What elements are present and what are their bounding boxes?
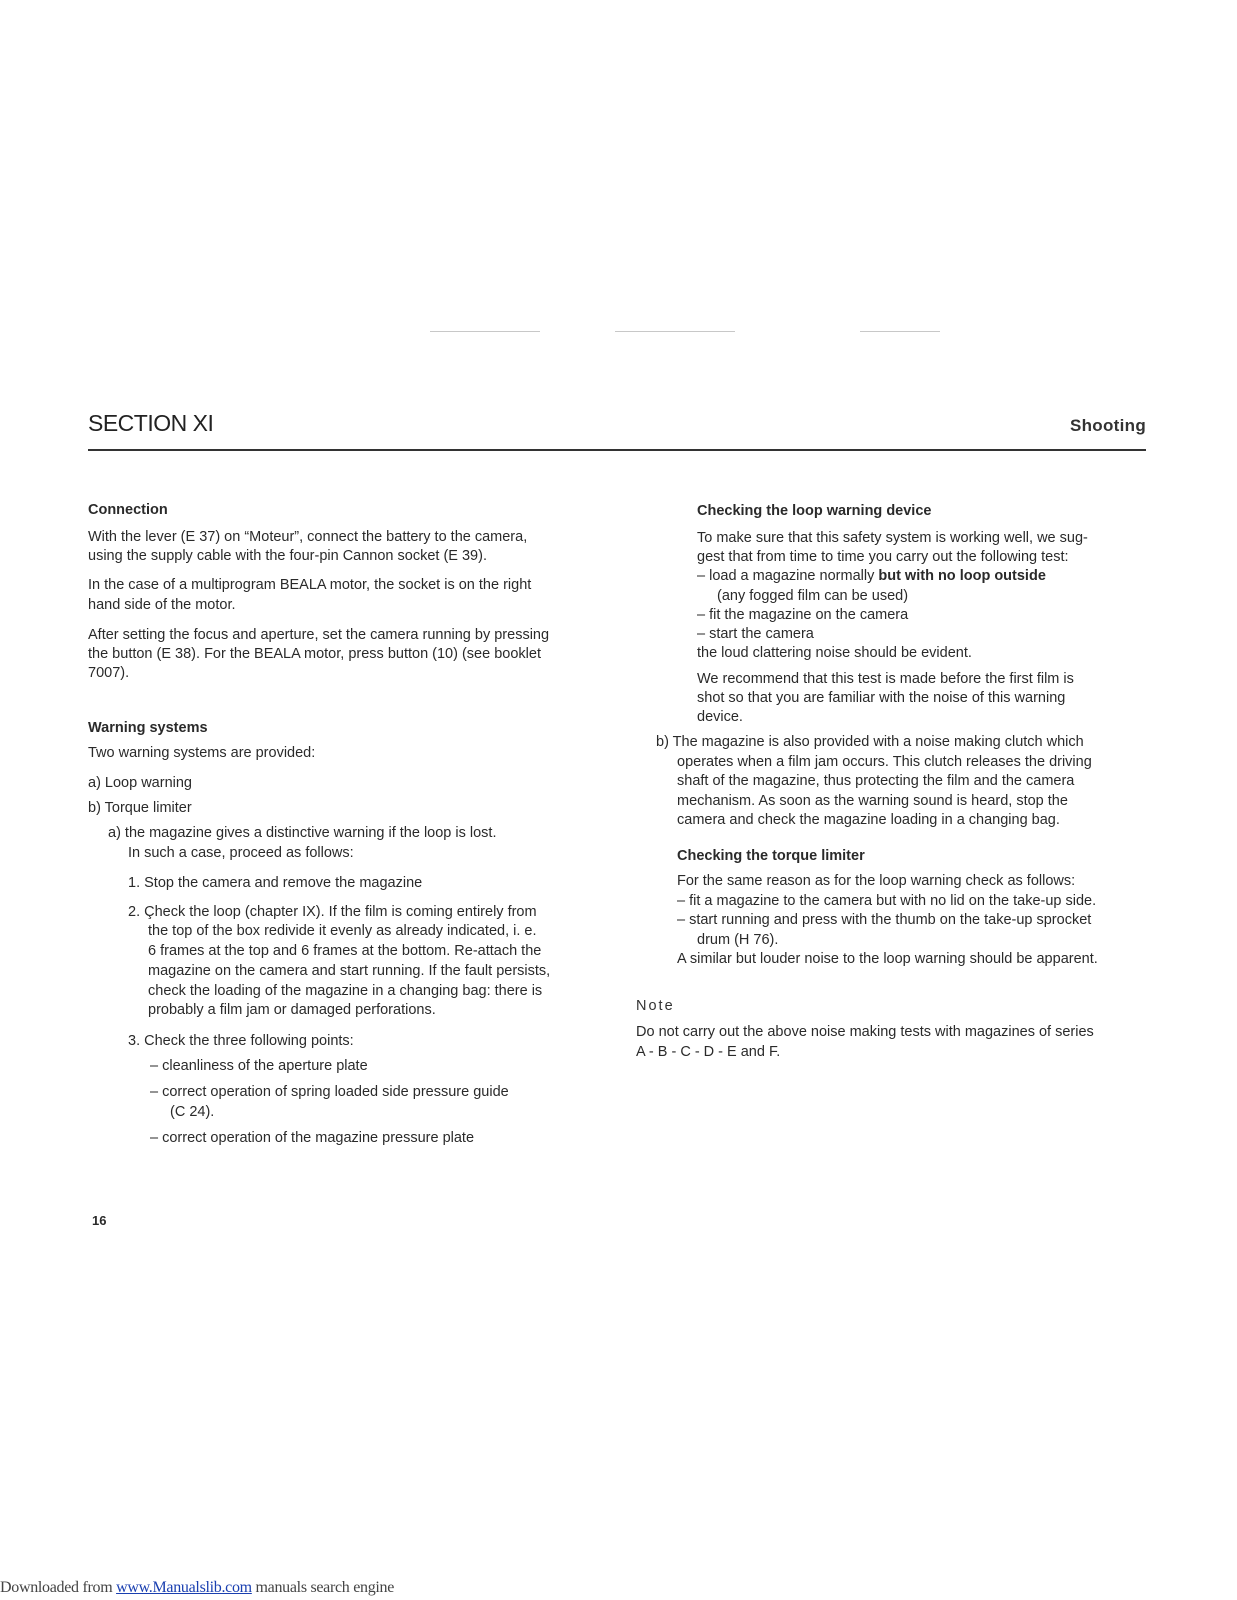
step-item-text: check the loading of the magazine in a changing bag: there is bbox=[148, 983, 543, 999]
note-text: Do not carry out the above noise making tests with magazines of series bbox=[636, 1024, 1094, 1040]
connection-text: After setting the focus and aperture, set the camera running by pressing bbox=[88, 627, 550, 643]
connection-heading: Connection bbox=[88, 502, 168, 518]
torque-limiter-text: shaft of the magazine, thus protecting the film and the camera bbox=[677, 773, 1075, 789]
connection-text: hand side of the motor. bbox=[88, 597, 236, 613]
connection-text: With the lever (E 37) on “Moteur”, connect the battery to the camera, bbox=[88, 529, 528, 545]
torque-limiter-text: b) The magazine is also provided with a noise making clutch which bbox=[656, 734, 1084, 750]
connection-text: using the supply cable with the four-pin Cannon socket (E 39). bbox=[88, 548, 487, 564]
note-heading: Note bbox=[636, 998, 675, 1014]
section-title: SECTION XI bbox=[88, 410, 214, 436]
footer-suffix: manuals search engine bbox=[251, 1579, 395, 1596]
loop-test-item: – fit the magazine on the camera bbox=[697, 607, 909, 623]
scan-artifact bbox=[430, 331, 540, 332]
check-point: – correct operation of the magazine pressure plate bbox=[150, 1130, 475, 1146]
warning-heading: Warning systems bbox=[88, 720, 208, 736]
loop-check-text: We recommend that this test is made before the first film is bbox=[697, 671, 1074, 687]
torque-limiter-text: camera and check the magazine loading in a changing bag. bbox=[677, 812, 1060, 828]
loop-test-item: – start the camera bbox=[697, 626, 814, 642]
footer-link[interactable]: www.Manualslib.com bbox=[116, 1579, 252, 1596]
step-item: 1. Stop the camera and remove the magazine bbox=[128, 875, 423, 891]
check-point: – correct operation of spring loaded side pressure guide bbox=[150, 1084, 509, 1100]
loop-test-result: the loud clattering noise should be evident. bbox=[697, 645, 972, 661]
loop-warning-text: a) the magazine gives a distinctive warning if the loop is lost. bbox=[108, 825, 497, 841]
loop-check-text: To make sure that this safety system is working well, we sug- bbox=[697, 530, 1088, 546]
torque-test-item-text: drum (H 76). bbox=[697, 932, 779, 948]
header-rule bbox=[88, 449, 1146, 451]
page-number: 16 bbox=[92, 1213, 107, 1228]
connection-text: 7007). bbox=[88, 665, 130, 681]
check-point: – cleanliness of the aperture plate bbox=[150, 1058, 368, 1074]
torque-check-text: For the same reason as for the loop warning check as follows: bbox=[677, 873, 1076, 889]
step-item-text: magazine on the camera and start running. If the fault persists, bbox=[148, 963, 551, 979]
loop-warning-text: In such a case, proceed as follows: bbox=[128, 845, 354, 861]
connection-text: the button (E 38). For the BEALA motor, press button (10) (see booklet bbox=[88, 646, 541, 662]
connection-text: In the case of a multiprogram BEALA motor, the socket is on the right bbox=[88, 577, 532, 593]
torque-limiter-text: mechanism. As soon as the warning sound is heard, stop the bbox=[677, 793, 1068, 809]
loop-test-item bbox=[697, 566, 1046, 586]
step-item: 2. Çheck the loop (chapter IX). If the film is coming entirely from bbox=[128, 904, 537, 920]
torque-test-result: A similar but louder noise to the loop warning should be apparent. bbox=[677, 951, 1098, 967]
footer bbox=[0, 1579, 394, 1597]
loop-check-text: gest that from time to time you carry out the following test: bbox=[697, 549, 1069, 565]
warning-list-item: a) Loop warning bbox=[88, 775, 192, 791]
scan-artifact bbox=[860, 331, 940, 332]
torque-test-item: – fit a magazine to the camera but with no lid on the take-up side. bbox=[677, 893, 1097, 909]
section-name: Shooting bbox=[1069, 416, 1146, 435]
loop-test-item-text: (any fogged film can be used) bbox=[717, 588, 909, 604]
loop-check-text: shot so that you are familiar with the noise of this warning bbox=[697, 690, 1066, 706]
loop-test-item-emphasis: but with no loop outside bbox=[878, 568, 1046, 584]
loop-check-text: device. bbox=[697, 709, 743, 725]
step-item: 3. Check the three following points: bbox=[128, 1033, 354, 1049]
warning-list-item: b) Torque limiter bbox=[88, 800, 192, 816]
step-item-text: 6 frames at the top and 6 frames at the bottom. Re-attach the bbox=[148, 943, 542, 959]
torque-test-item: – start running and press with the thumb on the take-up sprocket bbox=[677, 912, 1092, 928]
warning-intro: Two warning systems are provided: bbox=[88, 745, 316, 761]
loop-check-heading: Checking the loop warning device bbox=[697, 503, 932, 519]
torque-limiter-text: operates when a film jam occurs. This clutch releases the driving bbox=[677, 754, 1092, 770]
step-item-text: probably a film jam or damaged perforations. bbox=[148, 1002, 436, 1018]
note-text: A - B - C - D - E and F. bbox=[636, 1044, 781, 1060]
torque-check-heading: Checking the torque limiter bbox=[677, 848, 865, 864]
footer-prefix: Downloaded from bbox=[0, 1579, 117, 1596]
check-point-text: (C 24). bbox=[170, 1104, 215, 1120]
step-item-text: the top of the box redivide it evenly as already indicated, i. e. bbox=[148, 923, 537, 939]
scan-artifact bbox=[615, 331, 735, 332]
loop-test-item-text: – load a magazine normally bbox=[697, 568, 879, 584]
